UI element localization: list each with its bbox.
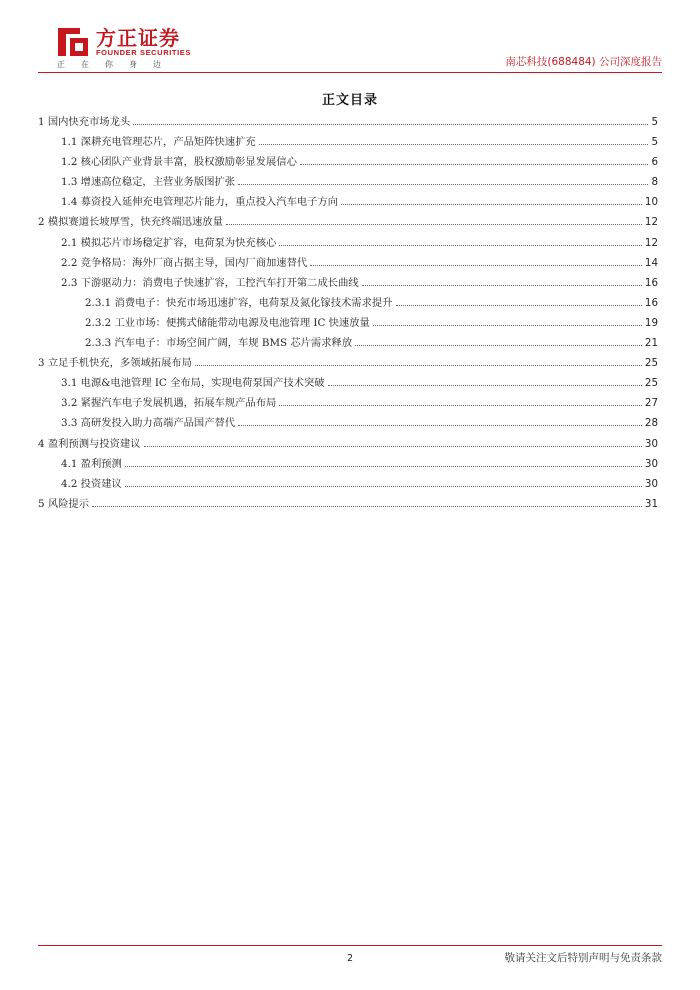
toc-entry-label: 2 模拟赛道长坡厚雪，快充终端迅速放量 [38, 216, 223, 229]
toc-entry-label: 2.3.1 消费电子：快充市场迅速扩容，电荷泵及氮化镓技术需求提升 [85, 296, 393, 309]
toc-entry-page: 10 [644, 196, 658, 209]
toc-entry[interactable] [38, 314, 658, 334]
page-number: 2 [346, 953, 354, 964]
toc-entry-label: 1 国内快充市场龙头 [38, 116, 131, 128]
toc-entry-label: 3.1 电源&电池管理 IC 全布局，实现电荷泵国产技术突破 [61, 377, 325, 390]
toc-leader-dots [226, 223, 642, 225]
toc-entry-page: 16 [644, 276, 658, 289]
toc-entry-page: 30 [644, 457, 658, 470]
toc-entry-label: 3 立足手机快充，多领域拓展布局 [38, 357, 192, 370]
toc-leader-dots [362, 284, 642, 286]
toc-entry-label: 2.3 下游驱动力：消费电子快速扩容，工控汽车打开第二成长曲线 [61, 276, 359, 289]
toc-entry[interactable] [38, 334, 658, 354]
toc-entry[interactable] [38, 495, 658, 515]
toc-leader-dots [238, 183, 648, 185]
toc-leader-dots [341, 203, 642, 205]
toc-entry[interactable] [38, 113, 658, 133]
logo-text-en: FOUNDER SECURITIES [96, 48, 191, 57]
toc-entry-page: 19 [644, 316, 658, 329]
toc-entry[interactable] [38, 133, 658, 153]
toc-entry-page: 12 [644, 236, 658, 249]
toc-leader-dots [133, 123, 648, 125]
toc-entry-page: 31 [644, 497, 658, 510]
toc-entry-label: 4 盈利预测与投资建议 [38, 437, 141, 450]
toc-leader-dots [125, 465, 642, 467]
toc-entry[interactable] [38, 213, 658, 233]
toc-entry-label: 4.2 投资建议 [61, 477, 122, 490]
toc-entry-page: 30 [644, 477, 658, 490]
disclaimer-text: 敬请关注文后特别声明与免责条款 [504, 952, 662, 964]
toc-leader-dots [92, 505, 642, 507]
toc-entry[interactable] [38, 394, 658, 414]
toc-entry-label: 2.2 竞争格局：海外厂商占据主导，国内厂商加速替代 [61, 256, 308, 269]
toc-leader-dots [238, 424, 642, 426]
toc-entry-page: 6 [651, 156, 658, 169]
slogan: 正在你身边 [57, 60, 177, 69]
toc-leader-dots [310, 264, 642, 266]
logo-text-cn: 方正证券 [96, 26, 180, 50]
toc-leader-dots [279, 404, 642, 406]
toc-entry[interactable] [38, 475, 658, 495]
toc-entry-label: 2.3.2 工业市场：便携式储能带动电源及电池管理 IC 快速放量 [85, 316, 370, 329]
toc-entry-page: 28 [644, 417, 658, 430]
toc-entry[interactable] [38, 374, 658, 394]
toc-entry-page: 16 [644, 296, 658, 309]
toc-entry-page: 30 [644, 437, 658, 450]
toc-entry-label: 2.1 模拟芯片市场稳定扩容，电荷泵为快充核心 [61, 236, 277, 249]
toc-leader-dots [373, 324, 642, 326]
toc-leader-dots [195, 364, 642, 366]
toc-entry[interactable] [38, 193, 658, 213]
toc-entry[interactable] [38, 414, 658, 434]
founder-logo-icon [56, 24, 90, 58]
toc-entry-page: 21 [644, 337, 658, 350]
toc-entry[interactable] [38, 294, 658, 314]
toc-entry-label: 5 风险提示 [38, 497, 90, 510]
toc-leader-dots [396, 304, 642, 306]
toc-entry-label: 1.2 核心团队产业背景丰富，股权激励彰显发展信心 [61, 156, 297, 169]
toc-leader-dots [279, 244, 642, 246]
toc-entry-page: 12 [644, 216, 658, 229]
toc-entry-label: 1.1 深耕充电管理芯片，产品矩阵快速扩充 [61, 136, 256, 149]
toc-leader-dots [328, 384, 642, 386]
toc-entry-label: 3.2 紧握汽车电子发展机遇，拓展车规产品布局 [61, 397, 277, 410]
toc-entry[interactable] [38, 234, 658, 254]
toc-entry-page: 8 [651, 176, 658, 189]
toc-entry-label: 3.3 高研发投入助力高端产品国产替代 [61, 417, 236, 430]
toc-entry-label: 2.3.3 汽车电子：市场空间广阔，车规 BMS 芯片需求释放 [85, 337, 353, 350]
toc-entry-page: 25 [644, 357, 658, 370]
toc-entry-page: 5 [651, 136, 658, 149]
toc-entry[interactable] [38, 274, 658, 294]
toc-entry-page: 25 [644, 377, 658, 390]
toc-entry[interactable] [38, 435, 658, 455]
toc-entry-page: 14 [644, 256, 658, 269]
toc-leader-dots [125, 485, 642, 487]
table-of-contents [38, 113, 658, 515]
report-title: 南芯科技(688484) 公司深度报告 [505, 56, 662, 68]
toc-entry[interactable] [38, 173, 658, 193]
toc-entry[interactable] [38, 354, 658, 374]
toc-entry-label: 1.3 增速高位稳定，主营业务版图扩张 [61, 176, 236, 189]
toc-entry[interactable] [38, 254, 658, 274]
toc-heading: 正文目录 [321, 93, 378, 108]
toc-leader-dots [300, 163, 649, 165]
toc-entry[interactable] [38, 455, 658, 475]
toc-entry[interactable] [38, 153, 658, 173]
header-divider [38, 72, 662, 73]
footer-divider [38, 945, 662, 946]
toc-leader-dots [259, 143, 649, 145]
toc-entry-page: 27 [644, 397, 658, 410]
toc-leader-dots [144, 445, 642, 447]
toc-leader-dots [355, 344, 642, 346]
toc-entry-label: 1.4 募资投入延伸充电管理芯片能力，重点投入汽车电子方向 [61, 196, 339, 209]
toc-entry-page: 5 [651, 116, 658, 128]
toc-entry-label: 4.1 盈利预测 [61, 457, 122, 470]
page-header [38, 18, 662, 74]
